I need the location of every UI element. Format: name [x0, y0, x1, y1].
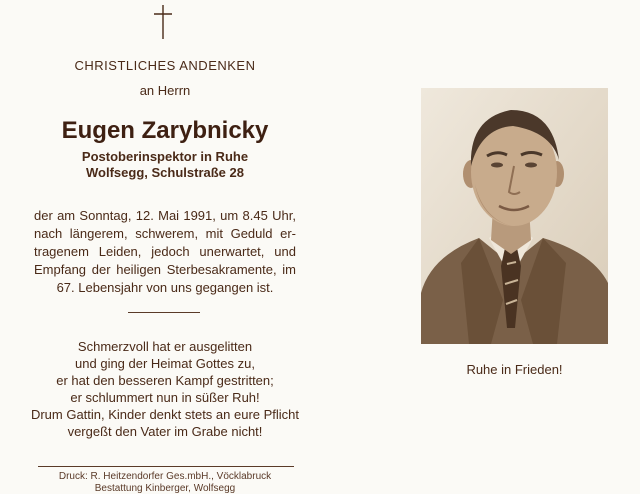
poem-line: er hat den besseren Kampf gestritten; — [56, 373, 274, 388]
text-word: tragenem — [34, 244, 89, 259]
text-word: 8.45 — [242, 208, 268, 223]
text-word: Sonntag, — [79, 208, 132, 223]
salutation: an Herrn — [139, 83, 191, 98]
text-word: Geduld — [230, 226, 273, 241]
deceased-name: Eugen Zarybnicky — [61, 117, 269, 144]
text-word: Empfang — [34, 262, 87, 277]
text-word: 1991, — [183, 208, 216, 223]
text-word: unerwartet, — [199, 244, 265, 259]
address: Wolfsegg, Schulstraße 28 — [86, 165, 244, 180]
heading: CHRISTLICHES ANDENKEN — [74, 58, 256, 73]
photo-caption: Ruhe in Frieden! — [466, 362, 563, 377]
text-word: Mai — [158, 208, 180, 223]
text-line — [34, 261, 296, 279]
card-text-column — [30, 0, 300, 493]
poem-line: vergeßt den Vater im Grabe nicht! — [67, 424, 263, 439]
portrait-photo — [421, 88, 608, 344]
text-word: nach — [34, 226, 63, 241]
text-word: heiligen — [116, 262, 162, 277]
divider — [128, 312, 200, 313]
printer-credit: Druck: R. Heitzendorfer Ges.mbH., Vöcklabruck — [58, 471, 272, 482]
poem — [30, 338, 300, 440]
text-line — [34, 243, 296, 261]
cross-icon — [152, 4, 174, 40]
text-word: Sterbesakramente, — [166, 262, 277, 277]
portrait-illustration — [421, 88, 608, 344]
text-line — [34, 279, 296, 297]
text-word: am — [57, 208, 76, 223]
text-line-content: 67. Lebensjahr von uns gegangen ist. — [56, 280, 274, 295]
text-line — [34, 225, 296, 243]
text-word: Leiden, — [98, 244, 142, 259]
poem-line: Schmerzvoll hat er ausgelitten — [77, 339, 253, 354]
text-word: um — [220, 208, 239, 223]
text-word: der — [91, 262, 111, 277]
text-word: 12. — [135, 208, 154, 223]
occupation: Postoberinspektor in Ruhe — [81, 149, 249, 164]
text-line — [34, 207, 296, 225]
obituary-text — [34, 207, 296, 297]
text-word: schwerem, — [135, 226, 199, 241]
text-word: jedoch — [151, 244, 190, 259]
text-word: Uhr, — [272, 208, 296, 223]
text-word: er- — [280, 226, 296, 241]
text-word: längerem, — [69, 226, 128, 241]
text-word: mit — [205, 226, 223, 241]
footer-divider — [38, 466, 294, 467]
text-word: der — [34, 208, 53, 223]
poem-line: er schlummert nun in süßer Ruh! — [70, 390, 260, 405]
poem-line: und ging der Heimat Gottes zu, — [75, 356, 255, 371]
funeral-home-credit: Bestattung Kinberger, Wolfsegg — [94, 483, 236, 494]
poem-line: Drum Gattin, Kinder denkt stets an eure Pflicht — [30, 407, 300, 422]
text-word: im — [282, 262, 296, 277]
text-word: und — [274, 244, 296, 259]
